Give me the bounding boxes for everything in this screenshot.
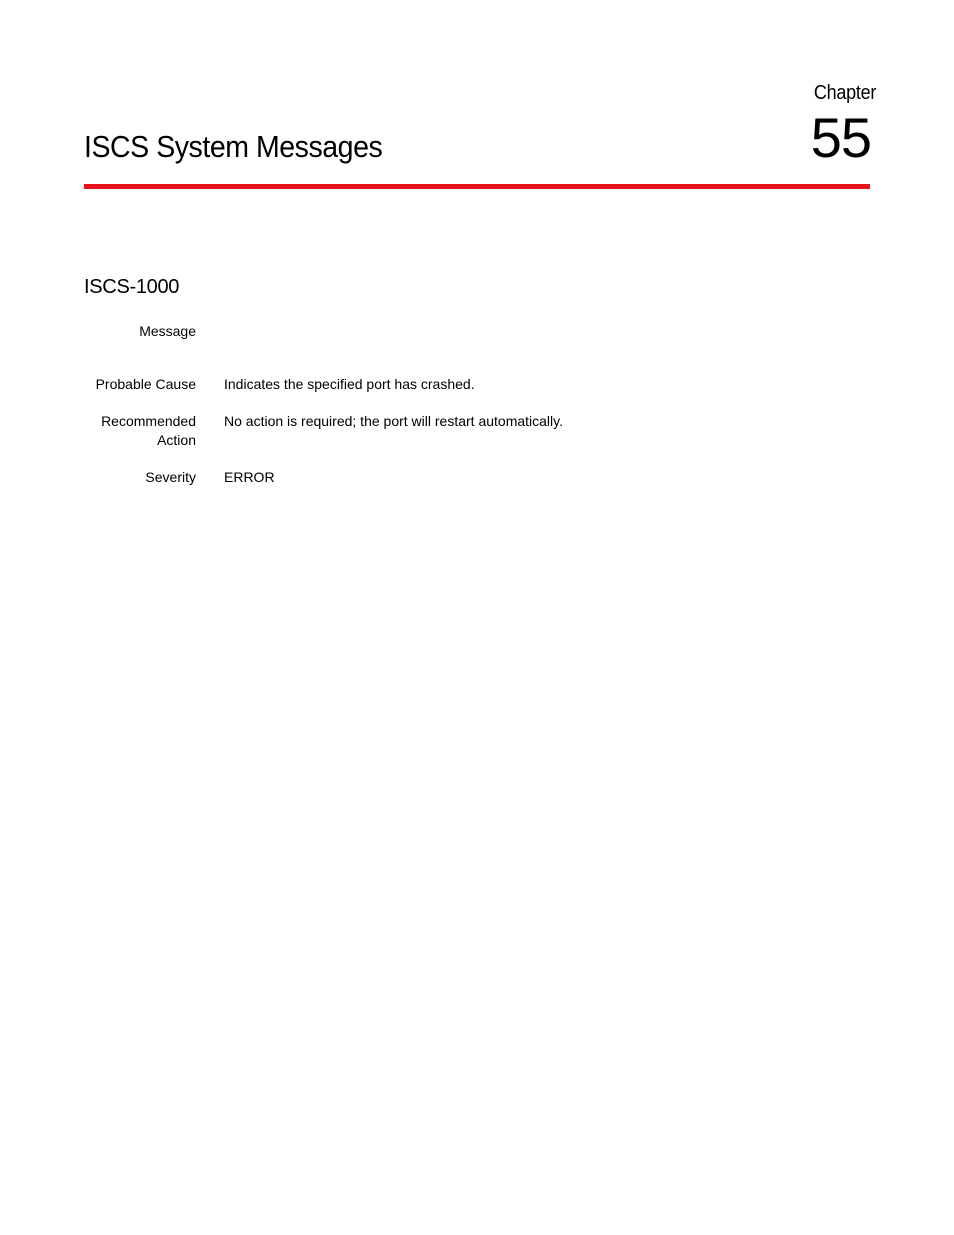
severity-label: Severity — [145, 469, 196, 485]
section-heading: ISCS-1000 — [84, 276, 180, 298]
title-rule — [84, 184, 870, 189]
chapter-label: Chapter — [813, 82, 876, 104]
message-label: Message — [139, 323, 196, 339]
severity-value: ERROR — [224, 469, 275, 485]
page-title: ISCS System Messages — [84, 129, 383, 164]
recommended-action-label — [56, 412, 196, 450]
probable-cause-label: Probable Cause — [95, 376, 196, 392]
probable-cause-value: Indicates the specified port has crashed. — [224, 376, 475, 392]
recommended-action-label-line1: Recommended — [101, 413, 196, 429]
recommended-action-label-line2: Action — [157, 432, 196, 448]
chapter-number: 55 — [810, 106, 871, 169]
recommended-action-value: No action is required; the port will restart automatically. — [224, 413, 563, 429]
